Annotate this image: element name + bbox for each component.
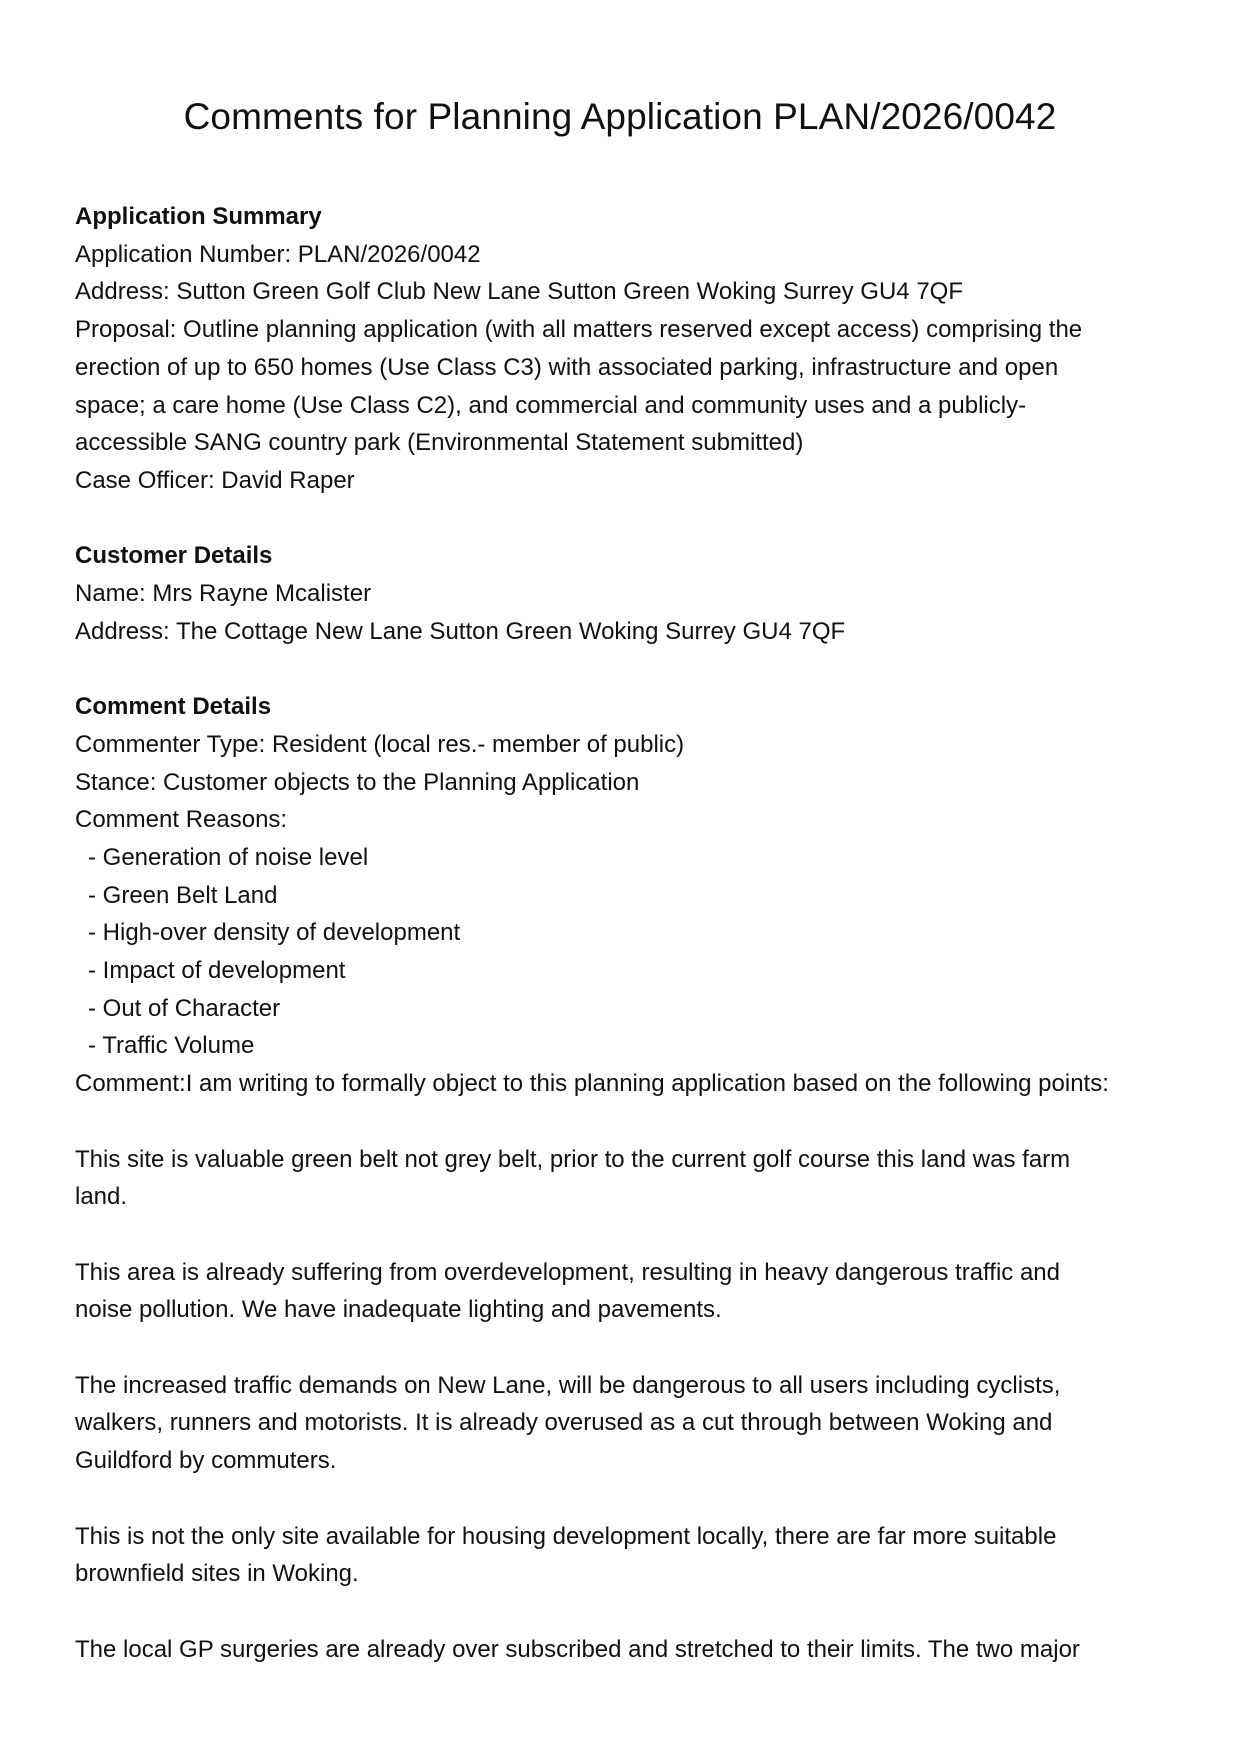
list-item: - Green Belt Land <box>88 881 278 909</box>
comment-paragraph <box>75 1518 1185 1593</box>
paragraph-line: noise pollution. We have inadequate lighting and pavements. <box>75 1296 722 1324</box>
paragraph-line: The increased traffic demands on New Lane, will be dangerous to all users including cyclists, <box>75 1371 1061 1399</box>
section-spacer <box>75 650 1185 688</box>
proposal-line: accessible SANG country park (Environmental Statement submitted) <box>75 429 804 457</box>
document-body <box>75 198 1185 1668</box>
proposal-line: Proposal: Outline planning application (with all matters reserved except access) comprising the <box>75 316 1083 344</box>
paragraph-line: This site is valuable green belt not grey belt, prior to the current golf course this land was farm <box>75 1145 1071 1173</box>
list-item: - Out of Character <box>88 994 281 1022</box>
paragraph-spacer <box>75 1216 1185 1254</box>
list-item: - Impact of development <box>88 957 346 985</box>
list-item: - Traffic Volume <box>88 1032 255 1060</box>
customer-details-heading: Customer Details <box>75 542 273 570</box>
paragraph-line: The local GP surgeries are already over subscribed and stretched to their limits. The two major <box>75 1635 1080 1663</box>
list-item: - High-over density of development <box>88 919 461 947</box>
paragraph-spacer <box>75 1480 1185 1518</box>
paragraph-line: Guildford by commuters. <box>75 1447 337 1475</box>
application-number: Application Number: PLAN/2026/0042 <box>75 240 481 268</box>
application-address: Address: Sutton Green Golf Club New Lane Sutton Green Woking Surrey GU4 7QF <box>75 278 963 306</box>
paragraph-line: brownfield sites in Woking. <box>75 1560 359 1588</box>
comment-details-heading: Comment Details <box>75 693 272 721</box>
comment-paragraph <box>75 1254 1185 1329</box>
paragraph-line: walkers, runners and motorists. It is already overused as a cut through between Woking and <box>75 1409 1053 1437</box>
comment-reasons-label: Comment Reasons: <box>75 806 288 834</box>
list-item: - Generation of noise level <box>88 843 369 871</box>
proposal-line: space; a care home (Use Class C2), and commercial and community uses and a publicly- <box>75 391 1027 419</box>
case-officer: Case Officer: David Raper <box>75 466 355 494</box>
comment-details-section <box>75 688 1185 1668</box>
paragraph-spacer <box>75 1329 1185 1367</box>
comment-paragraph <box>75 1141 1185 1216</box>
comment-paragraph <box>75 1631 1185 1669</box>
paragraph-spacer <box>75 1103 1185 1141</box>
paragraph-line: This area is already suffering from overdevelopment, resulting in heavy dangerous traffic and <box>75 1258 1060 1286</box>
customer-details-section <box>75 537 1185 650</box>
application-summary-section <box>75 198 1185 500</box>
paragraph-line: land. <box>75 1183 128 1211</box>
customer-name: Name: Mrs Rayne Mcalister <box>75 580 372 608</box>
paragraph-spacer <box>75 1593 1185 1631</box>
comment-reasons-list <box>75 839 1185 1065</box>
document-title: Comments for Planning Application PLAN/2026/0042 <box>183 96 1057 137</box>
paragraph-line: This is not the only site available for housing development locally, there are far more suitable <box>75 1522 1057 1550</box>
application-summary-heading: Application Summary <box>75 203 322 230</box>
comment-intro: Comment:I am writing to formally object to this planning application based on the following points: <box>75 1070 1109 1098</box>
proposal-line: erection of up to 650 homes (Use Class C3) with associated parking, infrastructure and open <box>75 353 1059 381</box>
stance: Stance: Customer objects to the Planning Application <box>75 768 640 796</box>
commenter-type: Commenter Type: Resident (local res.- member of public) <box>75 730 685 758</box>
section-spacer <box>75 500 1185 538</box>
comment-paragraph <box>75 1367 1185 1480</box>
customer-address: Address: The Cottage New Lane Sutton Green Woking Surrey GU4 7QF <box>75 617 846 645</box>
